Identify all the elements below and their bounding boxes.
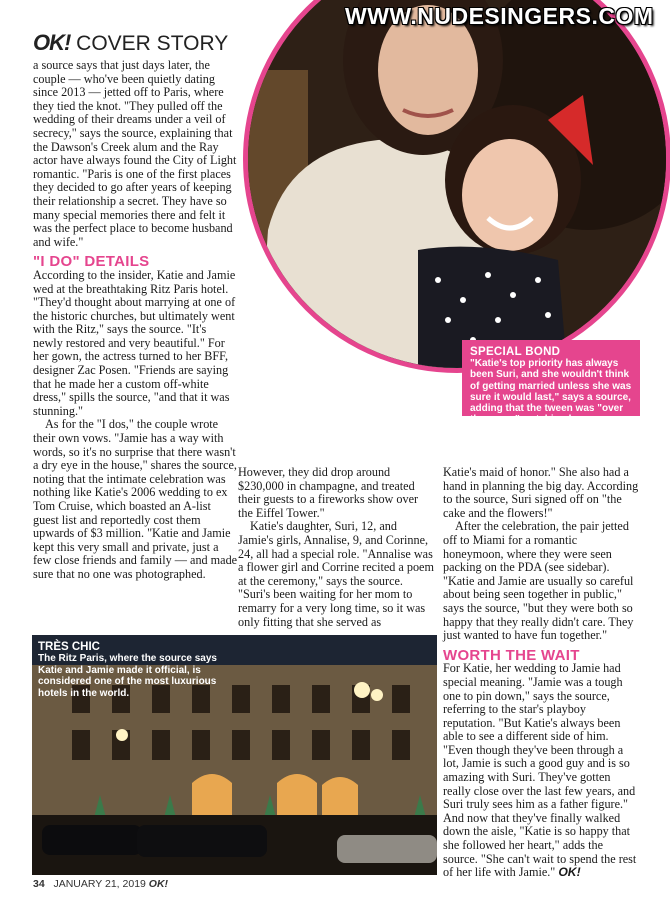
subhead-i-do-details: "I DO" DETAILS bbox=[33, 253, 150, 271]
section-title: COVER STORY bbox=[76, 32, 229, 55]
issue-date: JANUARY 21, 2019 bbox=[53, 878, 146, 890]
paragraph: As for the "I dos," the couple wrote their own vows. "Jamie has a way with words, so it's no surprise that there wasn't a dry eye in the house," shares the source, noting that the intimate celebration was nothing like Katie's 2006 wedding to ex Tom Cruise, which boasted an A-list guest list and reportedly cost them upwards of $3 million. "Katie and Jamie kept this very small and private, just a few close friends and family — and made sure that no one was photographed. bbox=[33, 417, 238, 581]
column-2 bbox=[238, 466, 434, 629]
column-3 bbox=[443, 466, 639, 880]
photo-illustration bbox=[248, 0, 670, 373]
caption-title: TRÈS CHIC bbox=[38, 641, 100, 653]
paragraph bbox=[443, 662, 639, 880]
watermark: WWW.NUDESINGERS.COM bbox=[345, 3, 654, 29]
end-mark: OK! bbox=[558, 865, 581, 880]
cover-photo-katie-suri bbox=[243, 0, 670, 373]
footer-logo: OK! bbox=[148, 878, 169, 890]
paragraph: Katie's maid of honor." She also had a hand in planning the big day. According to the source, Suri signed off on "the cake and the flowers!" bbox=[443, 465, 639, 520]
page-number: 34 bbox=[33, 878, 45, 890]
caption-special-bond bbox=[462, 340, 640, 437]
caption-tres-chic bbox=[38, 641, 220, 699]
subhead-worth-the-wait: WORTH THE WAIT bbox=[443, 646, 580, 664]
page-header bbox=[33, 30, 228, 56]
column-1 bbox=[33, 59, 238, 582]
paragraph: Katie's daughter, Suri, 12, and Jamie's girls, Annalise, 9, and Corinne, 24, all had a special role. "Annalise was a flower girl and Corrine recited a poem at the ceremony," says the source. "Suri's been waiting for her mom to remarry for a very long time, so it was only fitting that she served as bbox=[238, 519, 434, 629]
caption-text: The Ritz Paris, where the source says Katie and Jamie made it official, is considered one of the most luxurious hotels in the world. bbox=[38, 653, 217, 699]
paragraph: After the celebration, the pair jetted off to Miami for a romantic honeymoon, where they were seen packing on the PDA (see sidebar). "Katie and Jamie are usually so careful about being seen together in public," says the source, "but they were both so happy that they really didn't care. They just wanted to have fun together." bbox=[443, 519, 634, 643]
hotel-photo-ritz-paris bbox=[32, 635, 437, 875]
paragraph: However, they did drop around $230,000 in champagne, and treated their guests to a fireworks show over the Eiffel Tower." bbox=[238, 465, 419, 520]
caption-text: "Katie's top priority has always been Suri, and she wouldn't think of getting married unless she was sure it would last," says a source, adding that the tween was "over the moon" watching her mom wed Jamie. bbox=[470, 358, 632, 437]
magazine-logo: OK! bbox=[33, 30, 71, 55]
caption-title: SPECIAL BOND bbox=[470, 346, 561, 358]
page-footer bbox=[33, 878, 168, 890]
intro-paragraph: a source says that just days later, the couple — who've been quietly dating since 2013 — jetted off to Paris, where they tied the knot. "They pulled off the wedding of their dreams under a veil of secrecy," says the source, explaining that the Dawson's Creek alum and the Ray actor have always found the City of Light romantic. "Paris is one of the first places they decided to go after years of keeping their relationship a secret. They have so many special memories there and felt it was the perfect place to become husband and wife." bbox=[33, 58, 237, 249]
paragraph: According to the insider, Katie and Jamie wed at the breathtaking Ritz Paris hotel. "They'd thought about marrying at one of the historic churches, but ultimately went with the Ritz," says the source. "It's newly restored and very beautiful." For her gown, the actress turned to her BFF, designer Zac Posen. "Friends are saying that he made her a custom off-white dress," spills the source, "and that it was stunning." bbox=[33, 267, 236, 418]
paragraph-text: For Katie, her wedding to Jamie had special meaning. "Jamie was a tough one to pin down," says the source, referring to the star's playboy reputation. "But Katie's always been able to see a different side of him. "Even though they've been through a lot, Jamie is such a good guy and is so amazing with Suri. They've gotten really close over the last few years, and Suri truly sees him as a father figure." And now that they've finally walked down the aisle, "Katie is so happy that she followed her heart," adds the source. "She can't wait to spend the rest of her life with Jamie." bbox=[443, 661, 637, 880]
